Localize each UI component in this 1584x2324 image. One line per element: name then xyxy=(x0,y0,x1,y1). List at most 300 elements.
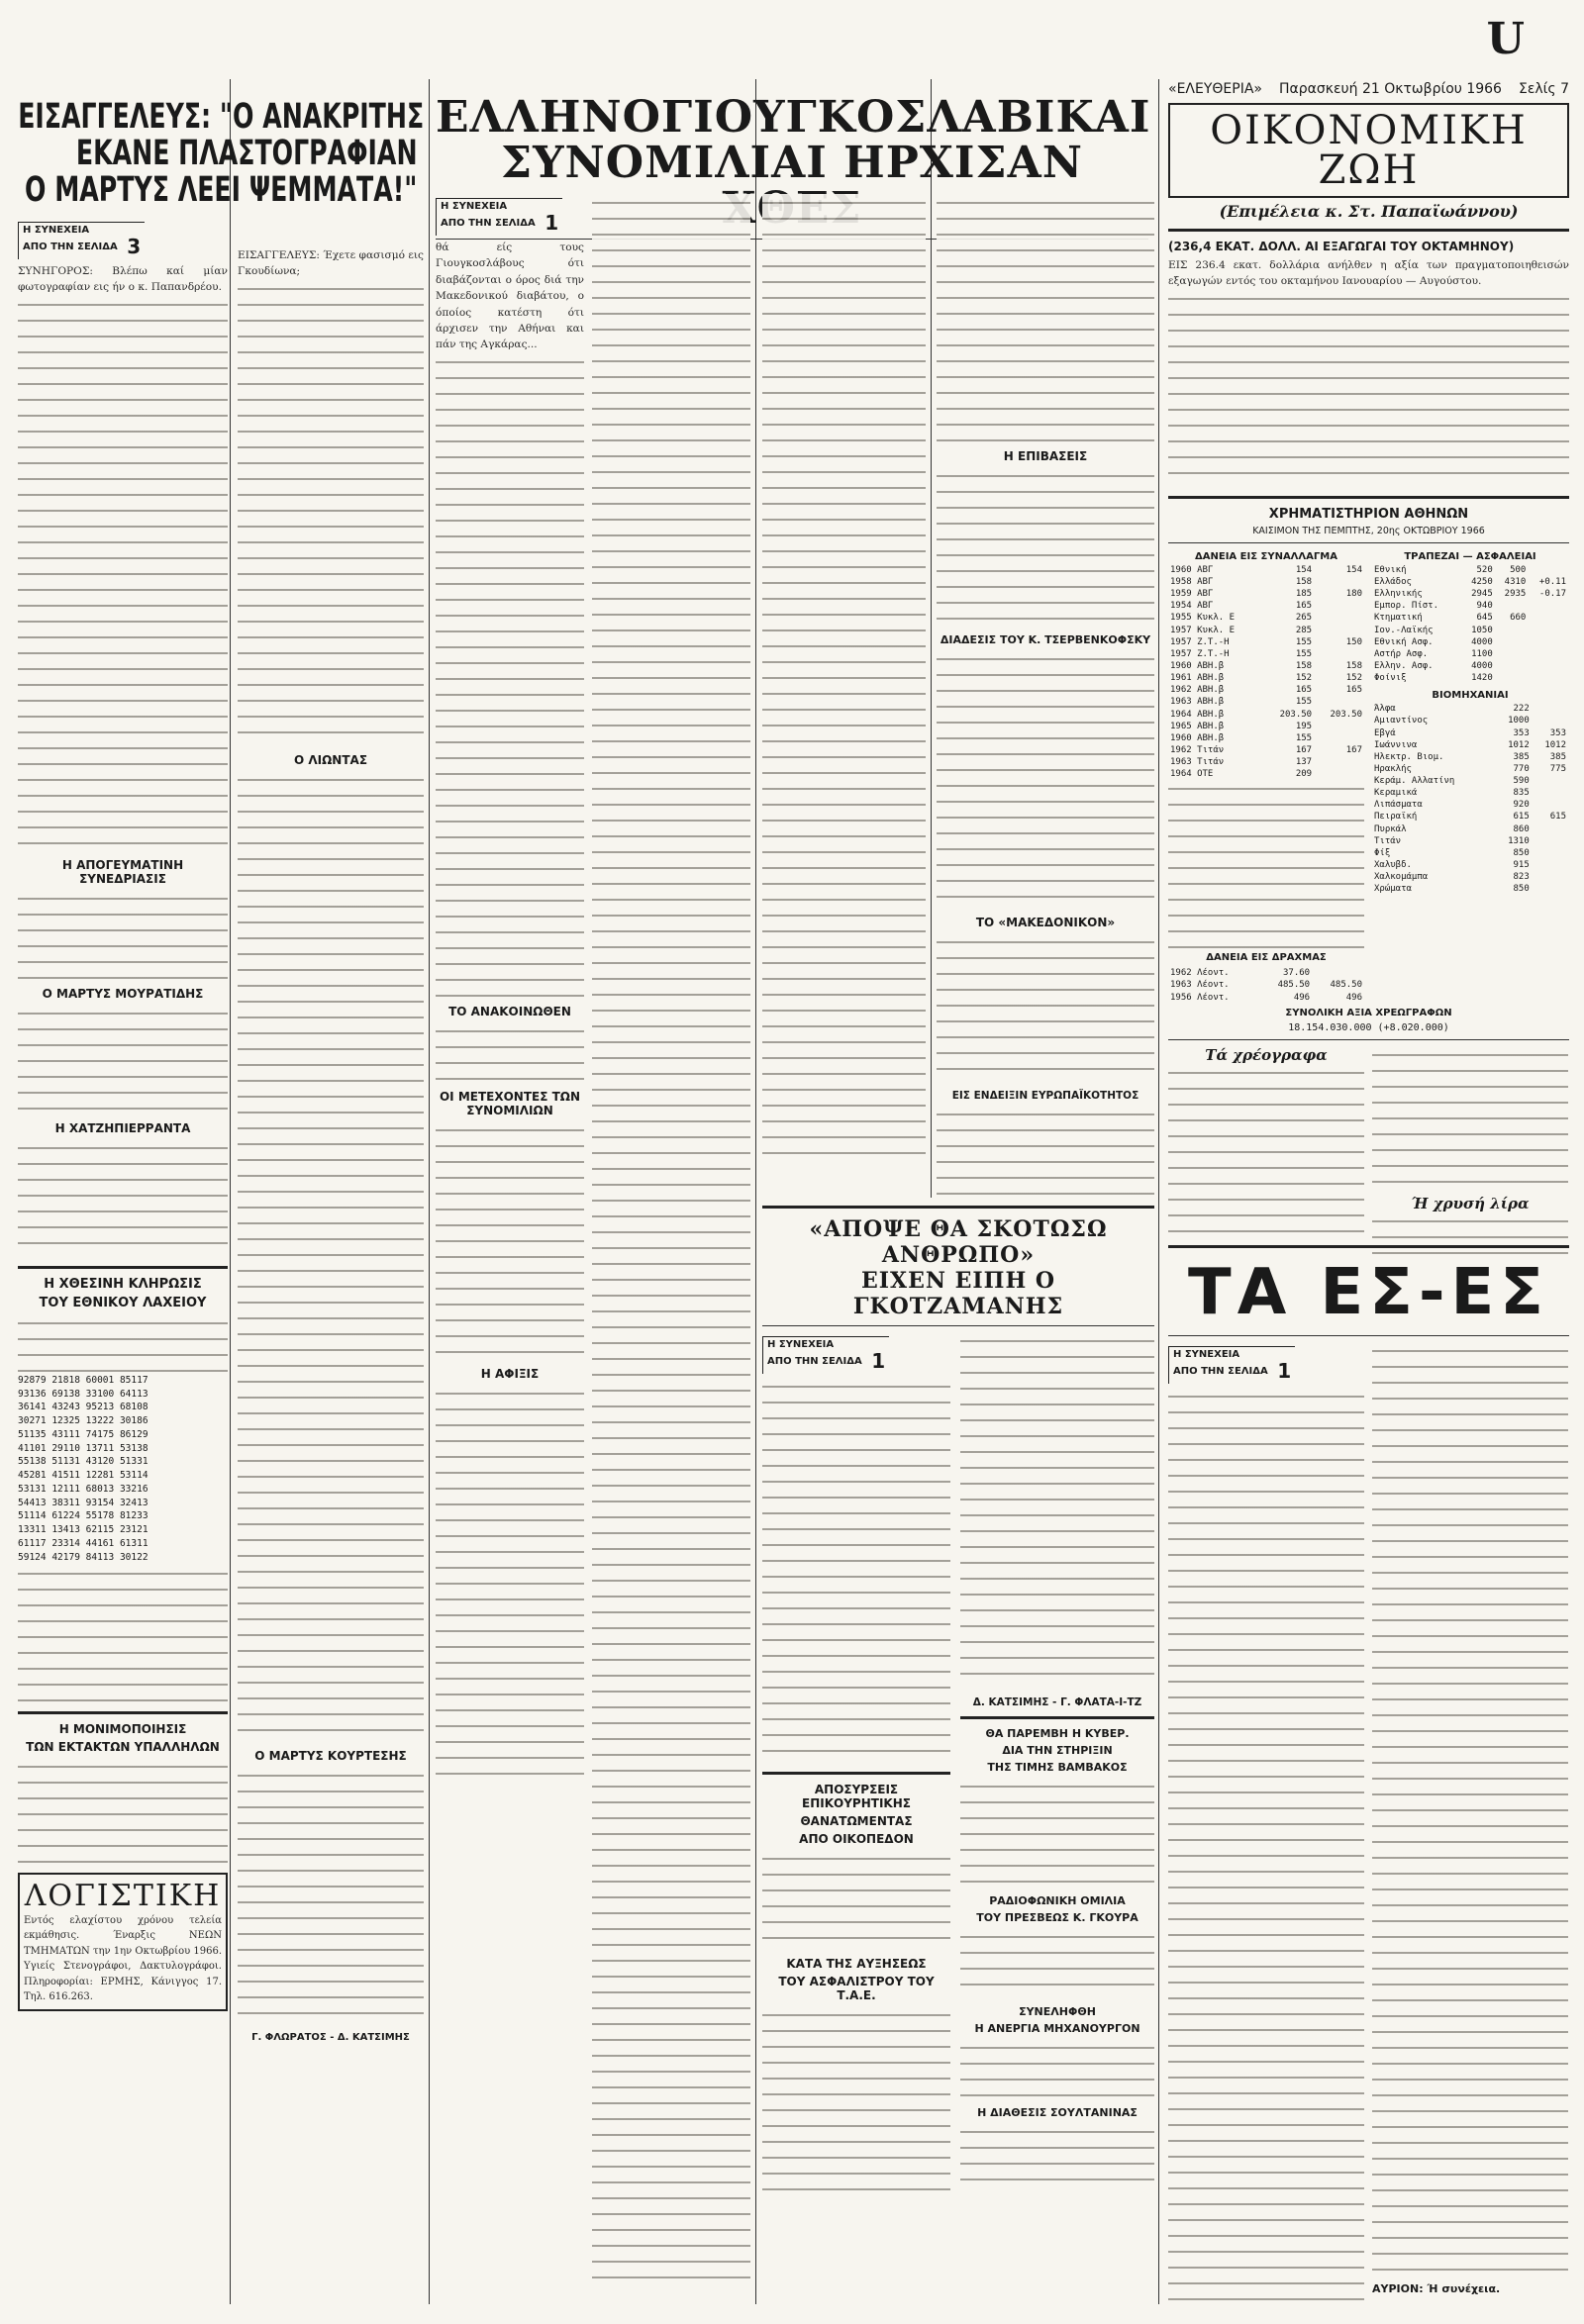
gkotz-signature: Δ. ΚΑΤΣΙΜΗΣ - Γ. ΦΛΑΤΑ-Ι-ΤΖ xyxy=(972,1696,1142,1708)
table-cell: 158 xyxy=(1295,576,1313,587)
table-row xyxy=(1372,715,1568,726)
table-cell: 155 xyxy=(1295,636,1313,647)
table-row xyxy=(1372,672,1568,684)
continuation-label xyxy=(436,198,562,236)
table-row xyxy=(1372,564,1568,576)
gkotzamanis-story xyxy=(762,1198,1154,2304)
table-row xyxy=(1372,625,1568,636)
table-cell: 4310 xyxy=(1504,576,1527,587)
table-row xyxy=(1168,967,1364,979)
masthead xyxy=(1168,81,1569,97)
table-cell: Ηλεκτρ. Βιομ. xyxy=(1374,751,1444,762)
lottery-row: 51135 43111 74175 86129 xyxy=(18,1428,148,1440)
table-cell: 155 xyxy=(1295,697,1313,708)
left-headline-line-2: ΕΚΑΝΕ ΠΛΑΣΤΟΓΡΑΦΙΑΝ xyxy=(75,133,418,173)
table-cell: 137 xyxy=(1295,757,1313,768)
table-cell: 1012 xyxy=(1544,739,1566,750)
continuation-line-1: Η ΣΥΝΕΧΕΙΑ xyxy=(1173,1349,1240,1360)
intro-text: ΣΥΝΗΓΟΡΟΣ: Βλέπω καί μίαν φωτογραφίαν εις ήν ο κ. Παπανδρέου. xyxy=(18,265,228,294)
table-cell: 203.50 xyxy=(1279,709,1313,720)
table-row xyxy=(1372,576,1568,588)
table-cell xyxy=(1495,648,1529,660)
table-cell: 4250 xyxy=(1471,576,1493,587)
continuation-page: 1 xyxy=(544,211,559,235)
table-cell: 165 xyxy=(1295,685,1313,696)
continuation-page: 1 xyxy=(871,1349,886,1373)
table-cell: 203.50 xyxy=(1330,709,1362,720)
article-body-text xyxy=(1372,1046,1568,1195)
table-row xyxy=(1168,625,1364,636)
table-cell xyxy=(1314,721,1364,732)
main-lead-text: θά είς τους Γιουγκοσλάβους ότι διαβάζονται ο όρος διά την Μακεδονικού διαβάτου, ο όποίος κατέστη ότι άρχισεν την Αθήναι και πάν της Αγκάρας... xyxy=(436,242,584,351)
article-body-text xyxy=(1168,290,1569,488)
table-cell: 385 xyxy=(1549,751,1566,762)
article-body-text xyxy=(1168,780,1364,948)
table-cell: Φίξ xyxy=(1374,847,1391,858)
article-body-text xyxy=(960,1332,1154,1689)
table-cell: 158 xyxy=(1295,660,1313,671)
table-cell: 1964 ΟΤΕ xyxy=(1170,769,1214,780)
table-cell: 660 xyxy=(1510,613,1527,624)
article-body-text xyxy=(18,1005,228,1114)
table-cell: 915 xyxy=(1513,860,1530,871)
article-body-text xyxy=(436,1022,584,1082)
table-row xyxy=(1372,751,1568,763)
article-body-text xyxy=(18,1758,228,1867)
lottery-row: 30271 12325 13222 30186 xyxy=(18,1415,148,1427)
table-cell xyxy=(1532,775,1568,787)
continuation-line-2: ΑΠΟ ΤΗΝ ΣΕΛΙΔΑ xyxy=(23,242,118,252)
table-row xyxy=(1168,636,1364,648)
article-body-text xyxy=(960,2123,1154,2192)
table-row xyxy=(1372,799,1568,811)
table-cell: Κεράμ. Αλλατίνη xyxy=(1374,776,1455,787)
masthead-page: Σελίς 7 xyxy=(1518,81,1569,97)
second-col-signature: Γ. ΦΛΩΡΑΤΟΣ - Δ. ΚΑΤΣΙΜΗΣ xyxy=(251,2031,410,2043)
table-cell: 1960 ΑΒΗ.β xyxy=(1170,660,1225,671)
table-cell xyxy=(1532,883,1568,895)
table-cell: 4000 xyxy=(1471,636,1493,647)
table-cell: 485.50 xyxy=(1330,980,1362,991)
table-row xyxy=(1168,721,1364,732)
lottery-row: 45281 41511 12281 53114 xyxy=(18,1470,148,1482)
table-cell: 485.50 xyxy=(1277,980,1311,991)
table-cell: 615 xyxy=(1513,812,1530,823)
article-body-text xyxy=(18,1565,228,1703)
article-body-text xyxy=(937,650,1154,908)
table-cell: 1050 xyxy=(1471,625,1493,635)
article-body-text xyxy=(960,1928,1154,1997)
table-cell: 285 xyxy=(1295,625,1313,635)
continuation-line-2: ΑΠΟ ΤΗΝ ΣΕΛΙΔΑ xyxy=(767,1356,862,1367)
table-cell: 775 xyxy=(1549,763,1566,774)
article-body-text xyxy=(18,1314,228,1374)
second-column xyxy=(238,247,424,2304)
table-row xyxy=(1168,600,1364,612)
subhead-afternoon: Η ΑΠΟΓΕΥΜΑΤΙΝΗ ΣΥΝΕΔΡΙΑΣΙΣ xyxy=(61,857,184,886)
table-cell xyxy=(1532,715,1568,726)
table-cell: 1957 Ζ.Τ.-Η xyxy=(1170,636,1230,647)
article-body-text xyxy=(436,1385,584,1781)
table-row xyxy=(1168,588,1364,600)
economy-editor: (Επιμέλεια κ. Στ. Παπαϊωάννου) xyxy=(1219,202,1519,221)
article-body-text xyxy=(592,194,750,2292)
continuation-label xyxy=(1168,1346,1295,1384)
table-cell xyxy=(1528,660,1568,672)
table-cell: 4000 xyxy=(1471,660,1493,671)
table-cell: 1960 ΑΒΓ xyxy=(1170,564,1214,575)
article-body-text xyxy=(238,280,424,745)
table-cell: 520 xyxy=(1476,564,1493,575)
table-cell xyxy=(1314,696,1364,708)
article-body-text xyxy=(1168,1064,1364,1262)
small-item-4-line-2: ΤΟΥ ΠΡΕΣΒΕΩΣ Κ. ΓΚΟΥΡΑ xyxy=(976,1911,1138,1924)
article-body-text xyxy=(1372,1342,1568,2282)
table-cell: Φοίνιξ xyxy=(1374,673,1407,684)
small-item-5-line-2: Η ΑΝΕΡΓΙΑ ΜΗΧΑΝΟΥΡΓΟΝ xyxy=(974,2022,1140,2035)
tases-end-line: ΑΥΡΙΟΝ: Ή συνέχεια. xyxy=(1372,2282,1501,2295)
table-cell: Εθνική Ασφ. xyxy=(1374,636,1434,647)
economy-lead-headline: (236,4 ΕΚΑΤ. ΔΟΛΛ. ΑΙ ΕΞΑΓΩΓΑΙ ΤΟΥ ΟΚΤΑΜΗΝΟΥ) xyxy=(1168,240,1515,253)
table-row xyxy=(1372,883,1568,895)
corner-mark: U xyxy=(1486,14,1525,64)
table-cell: 850 xyxy=(1513,884,1530,895)
main-story-col-1 xyxy=(436,194,584,2304)
article-body-text xyxy=(18,1139,228,1258)
table-row xyxy=(1168,684,1364,696)
table-cell: Ιον.-Λαϊκής xyxy=(1374,625,1434,635)
left-headline-line-3: Ο ΜΑΡΤΥΣ ΛΕΕΙ ΨΕΜΜΑΤΑ!" xyxy=(25,169,418,210)
lottery-row: 51114 61224 55178 81233 xyxy=(18,1510,148,1522)
small-item-2-line-1: ΚΑΤΑ ΤΗΣ ΑΥΞΗΣΕΩΣ xyxy=(786,1957,927,1971)
continuation-label xyxy=(762,1336,889,1374)
table-cell: 1963 Λέοντ. xyxy=(1170,980,1230,991)
lottery-title-2: ΤΟΥ ΕΘΝΙΚΟΥ ΛΑΧΕΙΟΥ xyxy=(39,1295,207,1310)
table-cell: 1955 Κυκλ. Ε xyxy=(1170,613,1236,624)
article-body-text xyxy=(1168,1388,1364,2308)
small-item-3-line-2: ΔΙΑ ΤΗΝ ΣΤΗΡΙΞΙΝ xyxy=(1002,1744,1113,1757)
table-cell: Ελλην. Ασφ. xyxy=(1374,660,1434,671)
table-cell: 265 xyxy=(1295,613,1313,624)
table-cell: -0.17 xyxy=(1538,589,1566,600)
subhead-visits: Η ΕΠΙΒΑΣΕΙΣ xyxy=(1003,449,1088,463)
table-cell xyxy=(1314,756,1364,768)
lottery-row: 36141 43243 95213 68108 xyxy=(18,1402,148,1413)
table-cell xyxy=(1532,847,1568,859)
continuation-line-1: Η ΣΥΝΕΧΕΙΑ xyxy=(23,225,90,236)
table-row xyxy=(1168,564,1364,576)
table-cell: 167 xyxy=(1345,744,1362,755)
article-body-text xyxy=(960,2039,1154,2098)
masthead-paper: «ΕΛΕΥΘΕΡΙΑ» xyxy=(1168,81,1262,97)
table-row xyxy=(1168,768,1364,780)
banks-title: ΤΡΑΠΕΖΑΙ — ΑΣΦΑΛΕΙΑΙ xyxy=(1404,550,1536,562)
table-row xyxy=(1372,636,1568,648)
table-row xyxy=(1168,709,1364,721)
table-row xyxy=(1372,600,1568,612)
article-body-text xyxy=(238,1767,424,2024)
table-cell xyxy=(1528,612,1568,624)
table-cell: 1964 ΑΒΗ.β xyxy=(1170,709,1225,720)
small-item-1-line-3: ΑΠΟ ΟΙΚΟΠΕΔΟΝ xyxy=(799,1832,914,1846)
table-cell xyxy=(1495,625,1529,636)
table-cell: Εβγά xyxy=(1374,727,1396,738)
table-cell: 150 xyxy=(1345,636,1362,647)
article-body-text xyxy=(762,194,926,1164)
debts-title: Τά χρέογραφα xyxy=(1205,1045,1328,1064)
loans-fx-table xyxy=(1168,564,1364,781)
article-body-text xyxy=(937,1106,1154,1195)
table-cell: Ελληνικής xyxy=(1374,589,1423,600)
article-body-text xyxy=(18,890,228,979)
table-cell: +0.11 xyxy=(1538,576,1566,587)
loans-fx-title: ΔΑΝΕΙΑ ΕΙΣ ΣΥΝΑΛΛΑΓΜΑ xyxy=(1195,550,1337,562)
main-headline-line-1: ΕΛΛΗΝΟΓΙΟΥΓΚΟΣΛΑΒΙΚΑΙ xyxy=(436,92,1151,143)
masthead-date: Παρασκευή 21 Οκτωβρίου 1966 xyxy=(1278,81,1502,97)
drachma-title: ΔΑΝΕΙΑ ΕΙΣ ΔΡΑΧΜΑΣ xyxy=(1206,952,1327,964)
table-cell: Κτηματική xyxy=(1374,613,1423,624)
table-cell xyxy=(1314,648,1364,660)
table-cell: Εθνική xyxy=(1374,564,1407,575)
table-cell: Άλφα xyxy=(1374,704,1396,715)
table-cell xyxy=(1528,600,1568,612)
table-cell: Τιτάν xyxy=(1374,835,1402,846)
table-cell: 385 xyxy=(1513,751,1530,762)
small-item-4-line-1: ΡΑΔΙΟΦΩΝΙΚΗ ΟΜΙΛΙΑ xyxy=(989,1894,1126,1907)
table-row xyxy=(1372,787,1568,799)
lottery-row: 92879 21818 60001 85117 xyxy=(18,1374,148,1386)
table-row xyxy=(1372,648,1568,660)
continuation-label xyxy=(18,222,145,259)
table-cell: Αμιαντίνος xyxy=(1374,716,1429,726)
lottery-row: 13311 13413 62115 23121 xyxy=(18,1524,148,1536)
totals-value: 18.154.030.000 (+8.020.000) xyxy=(1288,1021,1449,1033)
table-cell: 209 xyxy=(1295,769,1313,780)
table-cell: 1012 xyxy=(1508,739,1530,750)
table-cell xyxy=(1532,787,1568,799)
table-cell: 1310 xyxy=(1508,835,1530,846)
table-cell: 158 xyxy=(1345,660,1362,671)
table-cell xyxy=(1495,660,1529,672)
table-row xyxy=(1372,859,1568,871)
table-cell: Χαλυβδ. xyxy=(1374,860,1412,871)
continuation-line-2: ΑΠΟ ΤΗΝ ΣΕΛΙΔΑ xyxy=(1173,1366,1268,1377)
industry-title: ΒΙΟΜΗΧΑΝΙΑΙ xyxy=(1432,690,1509,702)
table-cell: 167 xyxy=(1295,744,1313,755)
table-row xyxy=(1372,871,1568,883)
table-cell: 770 xyxy=(1513,763,1530,774)
gold-title: Ή χρυσή λίρα xyxy=(1411,1194,1530,1212)
table-cell: 1962 ΑΒΗ.β xyxy=(1170,685,1225,696)
continuation-line-1: Η ΣΥΝΕΧΕΙΑ xyxy=(767,1339,835,1350)
table-cell: 222 xyxy=(1513,704,1530,715)
table-cell: Χρώματα xyxy=(1374,884,1412,895)
table-cell xyxy=(1495,600,1529,612)
table-row xyxy=(1168,672,1364,684)
article-body-text xyxy=(762,1850,950,1949)
table-row xyxy=(1168,612,1364,624)
table-cell: Ιωάννινα xyxy=(1374,739,1418,750)
table-cell: 1000 xyxy=(1508,716,1530,726)
drachma-table xyxy=(1168,967,1364,1003)
table-row xyxy=(1372,763,1568,775)
table-cell: 1957 Κυκλ. Ε xyxy=(1170,625,1236,635)
table-row xyxy=(1372,588,1568,600)
table-cell: 2935 xyxy=(1504,589,1527,600)
table-cell: 1962 Τιτάν xyxy=(1170,744,1225,755)
table-cell: 1961 ΑΒΗ.β xyxy=(1170,673,1225,684)
totals-label: ΣΥΝΟΛΙΚΗ ΑΞΙΑ ΧΡΕΩΓΡΑΦΩΝ xyxy=(1285,1007,1452,1018)
continuation-line-2: ΑΠΟ ΤΗΝ ΣΕΛΙΔΑ xyxy=(441,218,536,229)
table-cell: Κεραμικά xyxy=(1374,788,1418,799)
small-item-1-line-2: ΘΑΝΑΤΩΜΕΝΤΑΣ xyxy=(800,1814,913,1828)
table-cell xyxy=(1495,636,1529,648)
table-cell xyxy=(1528,672,1568,684)
lottery-row: 55138 51131 43120 51331 xyxy=(18,1456,148,1468)
table-row xyxy=(1168,648,1364,660)
table-cell: Χαλκομάμπα xyxy=(1374,872,1429,883)
table-cell: 2945 xyxy=(1471,589,1493,600)
table-row xyxy=(1168,756,1364,768)
table-cell xyxy=(1532,835,1568,847)
left-headline-line-1: ΕΙΣΑΓΓΕΛΕΥΣ: "Ο ΑΝΑΚΡΙΤΗΣ xyxy=(18,97,425,137)
table-cell xyxy=(1528,564,1568,576)
subhead-participants: ΟΙ ΜΕΤΕΧΟΝΤΕΣ ΤΩΝ ΣΥΝΟΜΙΛΙΩΝ xyxy=(439,1089,581,1117)
table-cell: 1963 Τιτάν xyxy=(1170,757,1225,768)
small-item-3-line-3: ΤΗΣ ΤΙΜΗΣ ΒΑΜΒΑΚΟΣ xyxy=(987,1761,1128,1774)
ad-title: ΛΟΓΙΣΤΙΚΗ xyxy=(24,1878,222,1913)
table-cell: 850 xyxy=(1513,847,1530,858)
table-cell: Ελλάδος xyxy=(1374,576,1412,587)
table-cell xyxy=(1495,672,1529,684)
table-cell: 165 xyxy=(1345,685,1362,696)
article-body-text xyxy=(937,194,1154,441)
table-row xyxy=(1372,612,1568,624)
table-row xyxy=(1372,811,1568,823)
table-cell xyxy=(1314,600,1364,612)
table-cell xyxy=(1528,648,1568,660)
small-item-1-line-1: ΑΠΟΣΥΡΣΕΙΣ ΕΠΙΚΟΥΡΗΤΙΚΗΣ xyxy=(802,1783,911,1810)
table-cell: 920 xyxy=(1513,800,1530,811)
article-body-text xyxy=(762,1378,950,1764)
table-cell: 940 xyxy=(1476,601,1493,612)
gkotz-headline-line-2: ΕΙΧΕΝ ΕΙΠΗ Ο ΓΚΟΤΖΑΜΑΝΗΣ xyxy=(852,1268,1064,1319)
table-row xyxy=(1168,732,1364,744)
table-cell xyxy=(1314,576,1364,588)
table-cell xyxy=(1532,823,1568,835)
table-cell xyxy=(1314,625,1364,636)
article-body-text xyxy=(436,1121,584,1359)
small-item-5-line-1: ΣΥΝΕΛΗΦΘΗ xyxy=(1019,2005,1096,2018)
table-cell: 1963 ΑΒΗ.β xyxy=(1170,697,1225,708)
table-cell: Πειραϊκή xyxy=(1374,812,1418,823)
table-cell: 154 xyxy=(1295,564,1313,575)
table-cell: 155 xyxy=(1295,732,1313,743)
lottery-row: 53131 12111 68013 33216 xyxy=(18,1483,148,1495)
table-row xyxy=(1168,744,1364,756)
table-cell xyxy=(1532,703,1568,715)
continuation-line-1: Η ΣΥΝΕΧΕΙΑ xyxy=(441,201,508,212)
employees-title-2: ΤΩΝ ΕΚΤΑΚΤΩΝ ΥΠΑΛΛΗΛΩΝ xyxy=(26,1739,220,1754)
economy-title: ΟΙΚΟΝΟΜΙΚΗ ΖΩΗ xyxy=(1210,108,1528,193)
lottery-title-1: Η ΧΘΕΣΙΝΗ ΚΛΗΡΩΣΙΣ xyxy=(44,1276,202,1292)
table-cell: 1958 ΑΒΓ xyxy=(1170,576,1214,587)
exchange-title: ΧΡΗΜΑΤΙΣΤΗΡΙΟΝ ΑΘΗΝΩΝ xyxy=(1268,506,1469,522)
table-cell: 1420 xyxy=(1471,673,1493,684)
table-cell: 1965 ΑΒΗ.β xyxy=(1170,721,1225,731)
table-row xyxy=(1372,660,1568,672)
table-cell: 590 xyxy=(1513,776,1530,787)
continuation-page: 3 xyxy=(127,235,142,258)
table-cell: 500 xyxy=(1510,564,1527,575)
table-cell: Λιπάσματα xyxy=(1374,800,1423,811)
table-row xyxy=(1372,703,1568,715)
table-cell: Πυρκάλ xyxy=(1374,823,1407,834)
table-cell: 195 xyxy=(1295,721,1313,731)
article-body-text xyxy=(960,1778,1154,1887)
table-cell: 823 xyxy=(1513,872,1530,883)
tases-title: ΤΑ ΕΣ-ΕΣ xyxy=(1188,1256,1549,1329)
table-cell: 154 xyxy=(1345,564,1362,575)
exchange-subtitle: ΚΑΙΣΙΜΟΝ ΤΗΣ ΠΕΜΠΤΗΣ, 20ης ΟΚΤΩΒΡΙΟΥ 1966 xyxy=(1252,525,1485,536)
table-cell: 496 xyxy=(1293,992,1311,1003)
table-cell: 1962 Λέοντ. xyxy=(1170,968,1230,979)
ad-text: Εντός ελαχίστου χρόνου τελεία εκμάθησις. Έναρξις ΝΕΩΝ ΤΜΗΜΑΤΩΝ την 1ην Οκτωβρίου 1966. Υγιείς Στενογράφοι, Δακτυλογράφοι. Πληροφορίαι: ΕΡΜΗΣ, Κάνιγγος 17. Τηλ. 616.263. xyxy=(24,1914,222,2003)
industry-table xyxy=(1372,703,1568,895)
table-row xyxy=(1168,660,1364,672)
table-cell xyxy=(1312,967,1364,979)
subhead-kourtesis: Ο ΜΑΡΤΥΣ ΚΟΥΡΤΕΣΗΣ xyxy=(254,1748,407,1763)
article-body-text xyxy=(937,467,1154,626)
table-cell: 496 xyxy=(1345,992,1362,1003)
table-row xyxy=(1372,823,1568,835)
table-cell: Αστήρ Ασφ. xyxy=(1374,648,1429,659)
article-body-text xyxy=(436,353,584,997)
byline: ΔΙΑΔΕΣΙΣ ΤΟΥ Κ. ΤΣΕΡΒΕΝΚΟΦΣΚΥ xyxy=(940,633,1151,646)
left-headline xyxy=(18,97,425,218)
table-cell: 353 xyxy=(1513,727,1530,738)
table-cell xyxy=(1314,612,1364,624)
banks-table xyxy=(1372,564,1568,684)
table-row xyxy=(1372,835,1568,847)
table-row xyxy=(1372,775,1568,787)
table-cell: 353 xyxy=(1549,727,1566,738)
table-row xyxy=(1168,992,1364,1004)
table-cell xyxy=(1314,768,1364,780)
subhead-witness: Ο ΜΑΡΤΥΣ ΜΟΥΡΑΤΙΔΗΣ xyxy=(42,986,204,1001)
subhead-makedonikon: ΤΟ «ΜΑΚΕΔΟΝΙΚΟΝ» xyxy=(975,916,1116,929)
table-cell xyxy=(1528,625,1568,636)
ad-box xyxy=(18,1873,228,2011)
table-cell: 1956 Λέοντ. xyxy=(1170,992,1230,1003)
subhead-arrival: Η ΑΦΙΞΙΣ xyxy=(480,1366,540,1381)
table-cell xyxy=(1532,799,1568,811)
small-item-2-line-2: ΤΟΥ ΑΣΦΑΛΙΣΤΡΟΥ ΤΟΥ Τ.Α.Ε. xyxy=(778,1975,935,2002)
lottery-numbers xyxy=(18,1374,228,1565)
continuation-page: 1 xyxy=(1277,1359,1292,1383)
small-item-6-line-1: Η ΔΙΑΘΕΣΙΣ ΣΟΥΛΤΑΝΙΝΑΣ xyxy=(977,2106,1138,2119)
small-item-3-line-1: ΘΑ ΠΑΡΕΜΒΗ Η ΚΥΒΕΡ. xyxy=(985,1727,1130,1740)
table-cell: 1954 ΑΒΓ xyxy=(1170,601,1214,612)
table-cell: 165 xyxy=(1295,601,1313,612)
table-cell: 615 xyxy=(1549,812,1566,823)
table-cell: 1959 ΑΒΓ xyxy=(1170,589,1214,600)
table-cell: 1100 xyxy=(1471,648,1493,659)
table-row xyxy=(1168,576,1364,588)
economy-title-box xyxy=(1168,103,1569,198)
table-cell: 645 xyxy=(1476,613,1493,624)
table-cell: 152 xyxy=(1345,673,1362,684)
